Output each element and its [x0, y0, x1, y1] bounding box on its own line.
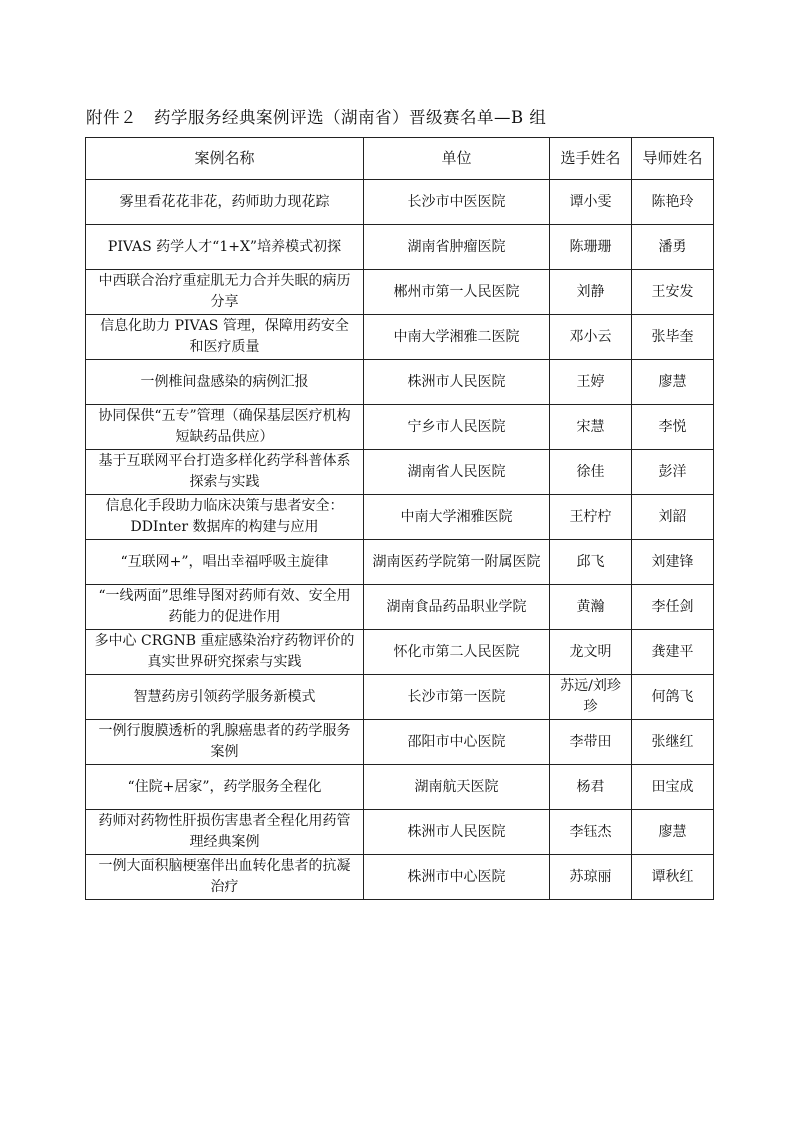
case-name-cell: 基于互联网平台打造多样化药学科普体系探索与实践 — [86, 450, 364, 495]
mentor-name-cell: 王安发 — [632, 270, 714, 315]
unit-cell: 怀化市第二人民医院 — [364, 630, 550, 675]
table-row — [86, 180, 714, 225]
unit-cell: 湖南省人民医院 — [364, 450, 550, 495]
player-name-cell: 黄瀚 — [550, 585, 632, 630]
player-name-cell: 邓小云 — [550, 315, 632, 360]
table-row — [86, 720, 714, 765]
unit-cell: 湖南医药学院第一附属医院 — [364, 540, 550, 585]
table-row — [86, 855, 714, 900]
mentor-name-cell: 何鸽飞 — [632, 675, 714, 720]
table-row — [86, 225, 714, 270]
case-name-cell: 中西联合治疗重症肌无力合并失眠的病历分享 — [86, 270, 364, 315]
player-name-cell: 王婷 — [550, 360, 632, 405]
player-name-cell: 杨君 — [550, 765, 632, 810]
unit-cell: 中南大学湘雅二医院 — [364, 315, 550, 360]
mentor-name-cell: 张毕奎 — [632, 315, 714, 360]
case-name-cell: 多中心 CRGNB 重症感染治疗药物评价的真实世界研究探索与实践 — [86, 630, 364, 675]
unit-cell: 长沙市第一医院 — [364, 675, 550, 720]
unit-cell: 邵阳市中心医院 — [364, 720, 550, 765]
player-name-cell: 龙文明 — [550, 630, 632, 675]
unit-cell: 长沙市中医医院 — [364, 180, 550, 225]
case-name-cell: 雾里看花花非花，药师助力现花踪 — [86, 180, 364, 225]
table-row — [86, 630, 714, 675]
document-title: 附件２ 药学服务经典案例评选（湖南省）晋级赛名单—B 组 — [86, 108, 547, 127]
player-name-cell: 谭小雯 — [550, 180, 632, 225]
mentor-name-cell: 潘勇 — [632, 225, 714, 270]
header-player-name: 选手姓名 — [550, 138, 632, 180]
player-name-cell: 刘静 — [550, 270, 632, 315]
case-name-cell: 一例大面积脑梗塞伴出血转化患者的抗凝治疗 — [86, 855, 364, 900]
unit-cell: 湖南食品药品职业学院 — [364, 585, 550, 630]
player-name-cell: 苏琼丽 — [550, 855, 632, 900]
mentor-name-cell: 彭洋 — [632, 450, 714, 495]
mentor-name-cell: 刘韶 — [632, 495, 714, 540]
mentor-name-cell: 李任剑 — [632, 585, 714, 630]
case-name-cell: 智慧药房引领药学服务新模式 — [86, 675, 364, 720]
player-name-cell: 李带田 — [550, 720, 632, 765]
table-body — [86, 180, 714, 900]
unit-cell: 宁乡市人民医院 — [364, 405, 550, 450]
table-row — [86, 810, 714, 855]
table-row — [86, 585, 714, 630]
table-row — [86, 540, 714, 585]
case-name-cell: 一例行腹膜透析的乳腺癌患者的药学服务案例 — [86, 720, 364, 765]
table-row — [86, 270, 714, 315]
header-mentor-name: 导师姓名 — [632, 138, 714, 180]
unit-cell: 中南大学湘雅医院 — [364, 495, 550, 540]
player-name-cell: 李钰杰 — [550, 810, 632, 855]
case-name-cell: PIVAS 药学人才“1+X”培养模式初探 — [86, 225, 364, 270]
case-name-cell: 药师对药物性肝损伤害患者全程化用药管理经典案例 — [86, 810, 364, 855]
finalist-table — [85, 137, 714, 900]
unit-cell: 株洲市人民医院 — [364, 360, 550, 405]
player-name-cell: 王柠柠 — [550, 495, 632, 540]
unit-cell: 郴州市第一人民医院 — [364, 270, 550, 315]
player-name-cell: 邱飞 — [550, 540, 632, 585]
header-case-name: 案例名称 — [86, 138, 364, 180]
case-name-cell: 协同保供“五专”管理（确保基层医疗机构短缺药品供应） — [86, 405, 364, 450]
player-name-cell: 徐佳 — [550, 450, 632, 495]
table-row — [86, 495, 714, 540]
case-name-cell: “互联网+”，唱出幸福呼吸主旋律 — [86, 540, 364, 585]
mentor-name-cell: 刘建锋 — [632, 540, 714, 585]
player-name-cell: 宋慧 — [550, 405, 632, 450]
mentor-name-cell: 谭秋红 — [632, 855, 714, 900]
mentor-name-cell: 张继红 — [632, 720, 714, 765]
unit-cell: 株洲市中心医院 — [364, 855, 550, 900]
player-name-cell: 陈珊珊 — [550, 225, 632, 270]
mentor-name-cell: 廖慧 — [632, 810, 714, 855]
unit-cell: 株洲市人民医院 — [364, 810, 550, 855]
table-row — [86, 765, 714, 810]
case-name-cell: 信息化助力 PIVAS 管理，保障用药安全和医疗质量 — [86, 315, 364, 360]
table-row — [86, 675, 714, 720]
case-name-cell: “住院+居家”，药学服务全程化 — [86, 765, 364, 810]
mentor-name-cell: 李悦 — [632, 405, 714, 450]
mentor-name-cell: 陈艳玲 — [632, 180, 714, 225]
table-row — [86, 315, 714, 360]
unit-cell: 湖南省肿瘤医院 — [364, 225, 550, 270]
case-name-cell: 信息化手段助力临床决策与患者安全：DDInter 数据库的构建与应用 — [86, 495, 364, 540]
table-row — [86, 405, 714, 450]
mentor-name-cell: 廖慧 — [632, 360, 714, 405]
mentor-name-cell: 田宝成 — [632, 765, 714, 810]
player-name-cell: 苏远/刘珍珍 — [550, 675, 632, 720]
table-row — [86, 450, 714, 495]
case-name-cell: “一线两面”思维导图对药师有效、安全用药能力的促进作用 — [86, 585, 364, 630]
case-name-cell: 一例椎间盘感染的病例汇报 — [86, 360, 364, 405]
table-row — [86, 360, 714, 405]
unit-cell: 湖南航天医院 — [364, 765, 550, 810]
header-unit: 单位 — [364, 138, 550, 180]
table-header-row — [86, 138, 714, 180]
mentor-name-cell: 龚建平 — [632, 630, 714, 675]
